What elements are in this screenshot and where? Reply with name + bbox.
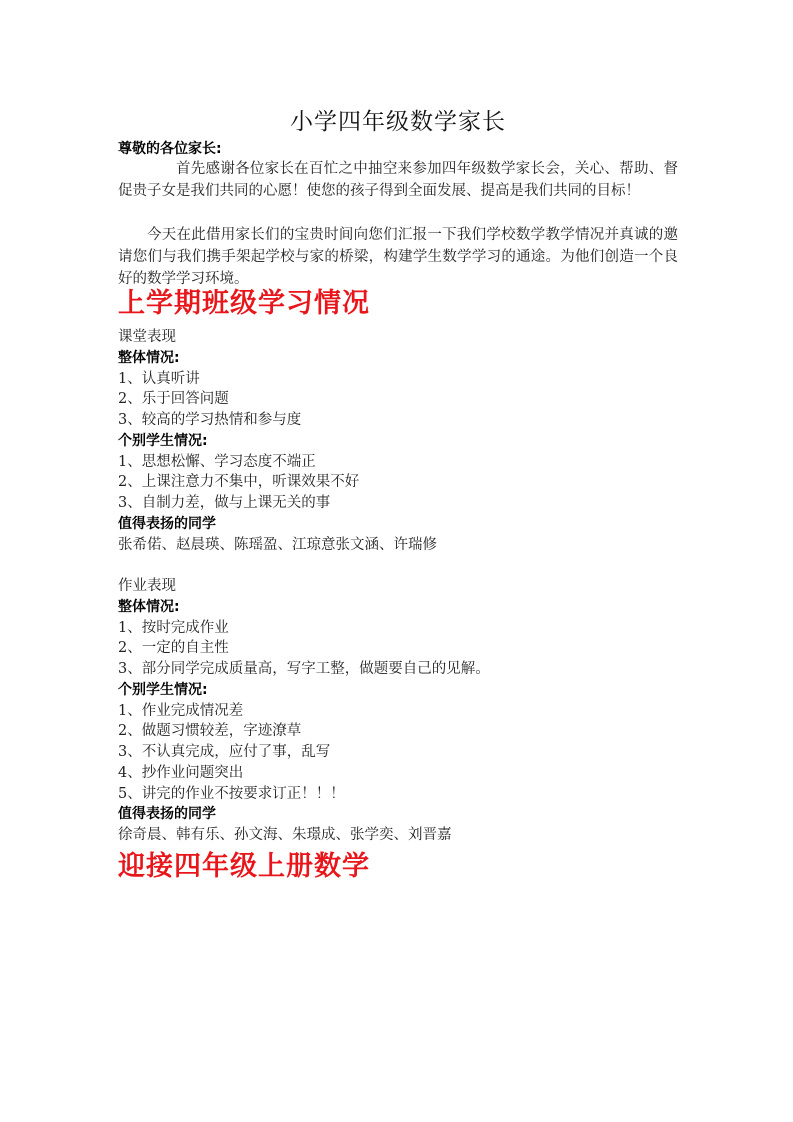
homework-individual-label: 个别学生情况:: [118, 682, 208, 698]
list-item: 3、自制力差，做与上课无关的事: [118, 495, 331, 511]
homework-overall-label: 整体情况:: [118, 599, 180, 615]
classroom-label: 课堂表现: [118, 329, 176, 345]
list-item: 5、讲完的作业不按要求订正！！！: [118, 786, 345, 802]
list-item: 1、作业完成情况差: [118, 703, 244, 719]
list-item: 3、不认真完成，应付了事，乱写: [118, 744, 331, 760]
intro-paragraph-2: 今天在此借用家长们的宝贵时间向您们汇报一下我们学校数学教学情况并真诚的邀请您们与我们携手架起学校与家的桥梁，构建学生数学学习的通途。为他们创造一个良好的数学学习环境。: [118, 227, 678, 287]
list-item: 2、乐于回答问题: [118, 391, 229, 407]
list-item: 4、抄作业问题突出: [118, 765, 244, 781]
section-heading-upcoming: 迎接四年级上册数学: [118, 851, 370, 882]
classroom-praise-label: 值得表扬的同学: [118, 516, 216, 532]
classroom-praise-names: 张希偌、赵晨瑛、陈瑶盈、江琼意张文涵、许瑞修: [118, 537, 437, 553]
list-item: 1、认真听讲: [118, 371, 200, 387]
list-item: 3、部分同学完成质量高，写字工整，做题要自己的见解。: [118, 661, 490, 677]
list-item: 1、按时完成作业: [118, 620, 229, 636]
list-item: 1、思想松懈、学习态度不端正: [118, 454, 316, 470]
list-item: 2、上课注意力不集中，听课效果不好: [118, 474, 360, 490]
homework-praise-label: 值得表扬的同学: [118, 806, 216, 822]
list-item: 2、一定的自主性: [118, 640, 229, 656]
intro-paragraph-1: 首先感谢各位家长在百忙之中抽空来参加四年级数学家长会，关心、帮助、督促贵子女是我们共同的心愿！使您的孩子得到全面发展、提高是我们共同的目标！: [118, 161, 678, 199]
homework-label: 作业表现: [118, 578, 176, 594]
classroom-individual-label: 个别学生情况:: [118, 433, 208, 449]
salutation: 尊敬的各位家长:: [118, 141, 222, 157]
homework-praise-names: 徐奇晨、韩有乐、孙文海、朱璟成、张学奕、刘晋嘉: [118, 827, 452, 843]
classroom-overall-label: 整体情况:: [118, 350, 180, 366]
list-item: 2、做题习惯较差，字迹潦草: [118, 723, 302, 739]
document-title: 小学四年级数学家长: [290, 109, 506, 135]
list-item: 3、较高的学习热情和参与度: [118, 412, 302, 428]
section-heading-last-term: 上学期班级学习情况: [118, 288, 370, 319]
